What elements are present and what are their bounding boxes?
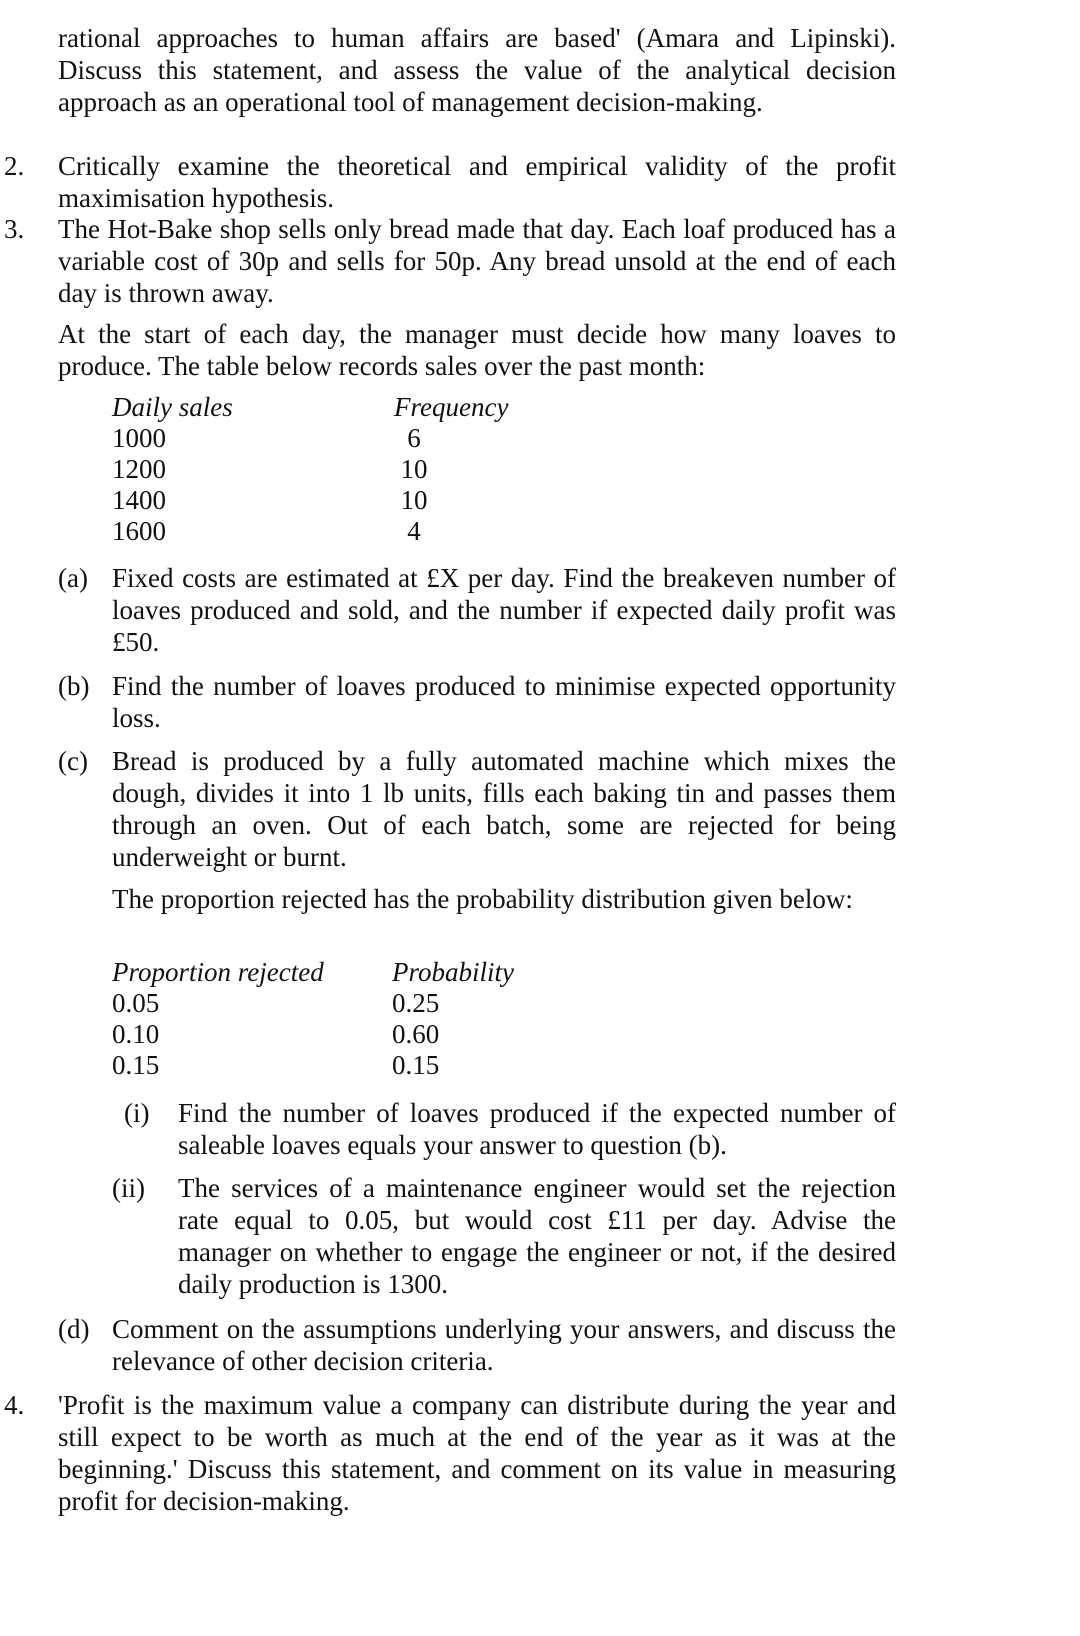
part-b-text: Find the number of loaves produced to minimise expected opportunity loss. [112, 671, 896, 733]
part-a-text: Fixed costs are estimated at £X per day. Find the breakeven number of loaves produced and sold, and the number if expected daily profit was £50. [112, 563, 896, 657]
sales-table-cell: 1200 [112, 454, 166, 484]
question-4-text: 'Profit is the maximum value a company can distribute during the year and still expect to be worth as much at the end of the year as it was at the beginning.' Discuss this statement, and comment on its value in measuring profit for decision-making. [58, 1390, 896, 1516]
part-a-marker: (a) [58, 563, 88, 593]
sales-table-cell: 4 [407, 516, 421, 546]
rejection-table [112, 957, 552, 1083]
sales-table-cell: 1000 [112, 423, 166, 453]
sales-table-header: Frequency [394, 392, 509, 422]
sales-table-cell: 6 [407, 423, 421, 453]
question-2-text: Critically examine the theoretical and empirical validity of the profit maximisation hypothesis. [58, 151, 896, 213]
question-3-number: 3. [4, 214, 25, 244]
rejection-table-header: Probability [392, 957, 514, 987]
part-c-ii-marker: (ii) [112, 1173, 145, 1203]
part-c-i-marker: (i) [124, 1098, 150, 1128]
part-c-ii-text: The services of a maintenance engineer would set the rejection rate equal to 0.05, but would cost £11 per day. Advise the manager on whether to engage the engineer or not, if the desired daily production is 1300. [178, 1173, 896, 1299]
rejection-table-cell: 0.15 [112, 1050, 160, 1080]
intro-paragraph: rational approaches to human affairs are based' (Amara and Lipinski). Discuss this statement, and assess the value of the analytical decision approach as an operational tool of management decision-making. [58, 23, 896, 117]
part-c-text-2: The proportion rejected has the probability distribution given below: [112, 884, 853, 914]
sales-table-cell: 10 [400, 454, 428, 484]
rejection-table-cell: 0.25 [392, 988, 440, 1018]
part-c-marker: (c) [58, 746, 88, 776]
question-3-text-2: At the start of each day, the manager must decide how many loaves to produce. The table below records sales over the past month: [58, 319, 896, 381]
question-4-number: 4. [4, 1390, 25, 1420]
sales-table [112, 392, 532, 552]
part-d-text: Comment on the assumptions underlying your answers, and discuss the relevance of other decision criteria. [112, 1314, 896, 1376]
sales-table-header: Daily sales [112, 392, 233, 422]
part-c-text: Bread is produced by a fully automated machine which mixes the dough, divides it into 1 lb units, fills each baking tin and passes them through an oven. Out of each batch, some are rejected for being underweight or burnt. [112, 746, 896, 872]
question-3-text: The Hot-Bake shop sells only bread made that day. Each loaf produced has a variable cost of 30p and sells for 50p. Any bread unsold at the end of each day is thrown away. [58, 214, 896, 308]
rejection-table-cell: 0.10 [112, 1019, 160, 1049]
rejection-table-cell: 0.15 [392, 1050, 440, 1080]
sales-table-cell: 10 [400, 485, 428, 515]
rejection-table-header: Proportion rejected [112, 957, 324, 987]
part-b-marker: (b) [58, 671, 90, 701]
part-d-marker: (d) [58, 1314, 90, 1344]
rejection-table-cell: 0.60 [392, 1019, 440, 1049]
part-c-i-text: Find the number of loaves produced if the expected number of saleable loaves equals your answer to question (b). [178, 1098, 896, 1160]
question-2-number: 2. [4, 151, 25, 181]
sales-table-cell: 1600 [112, 516, 166, 546]
rejection-table-cell: 0.05 [112, 988, 160, 1018]
sales-table-cell: 1400 [112, 485, 166, 515]
